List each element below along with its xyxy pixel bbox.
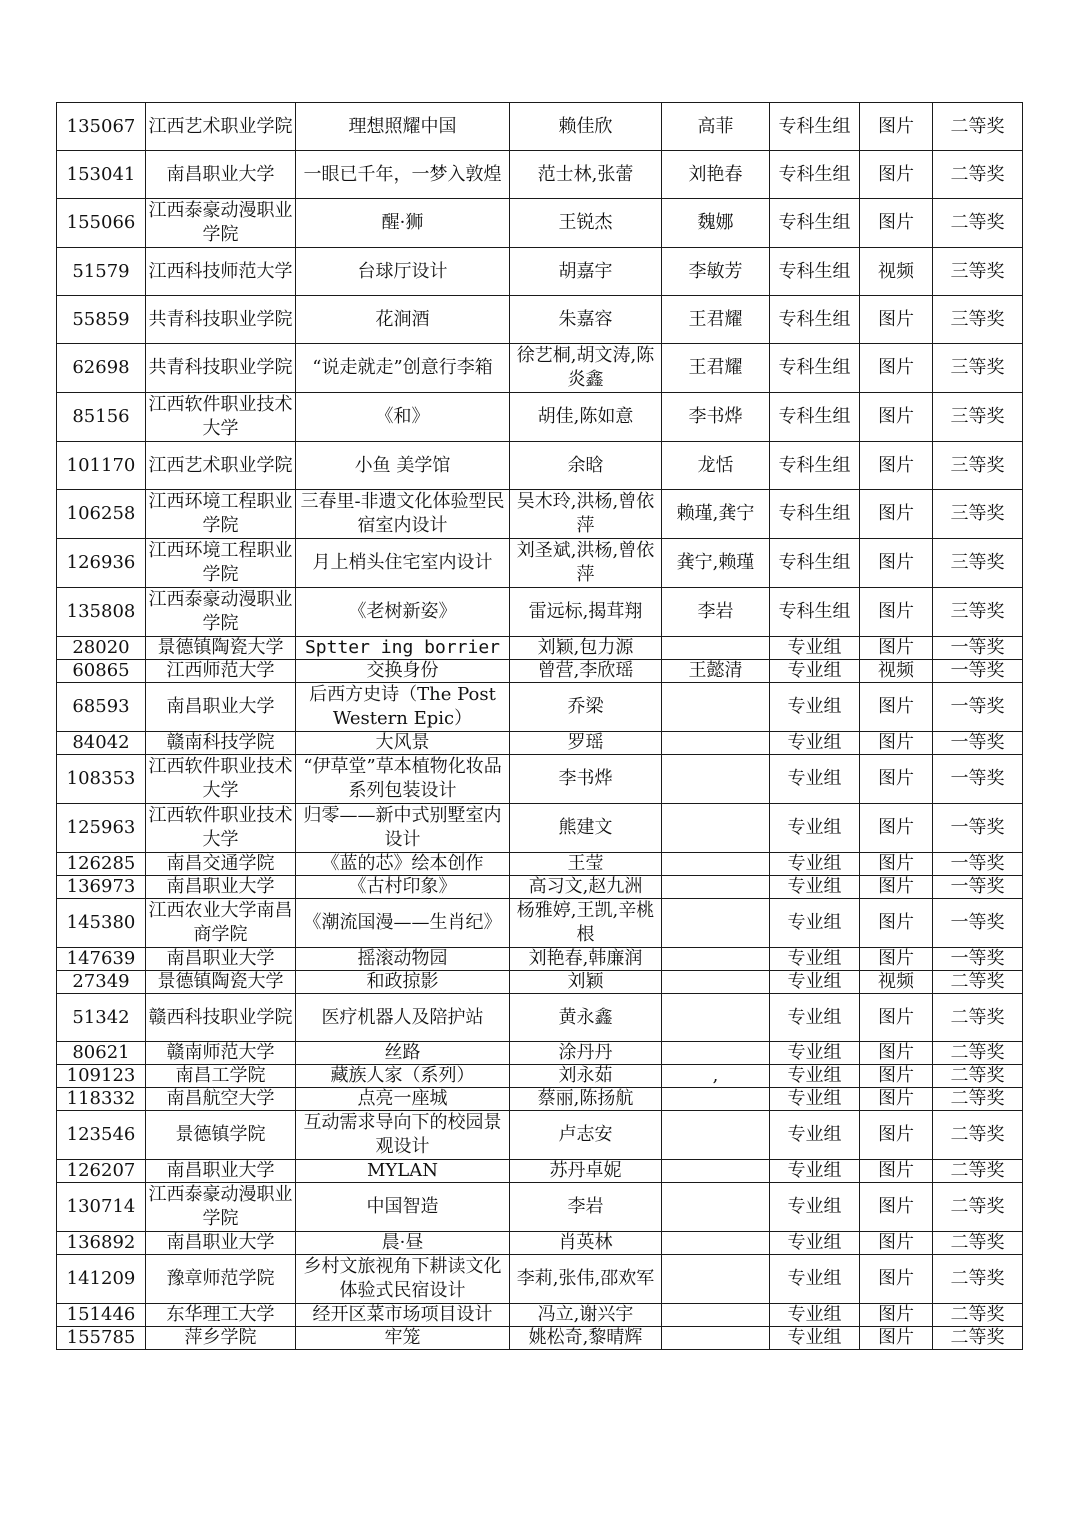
authors-cell: 姚松奇,黎晴辉 xyxy=(510,1327,662,1350)
table-row xyxy=(57,994,1023,1042)
advisor-cell xyxy=(662,971,770,994)
awards-table xyxy=(56,102,1023,1350)
work-type-cell: 图片 xyxy=(860,1160,933,1183)
advisor-cell xyxy=(662,948,770,971)
authors-cell: 乔梁 xyxy=(510,683,662,732)
entry-id-cell: 155066 xyxy=(57,199,146,248)
entry-id-cell: 130714 xyxy=(57,1183,146,1232)
entry-id-cell: 84042 xyxy=(57,732,146,755)
advisor-cell xyxy=(662,1088,770,1111)
entry-id-cell: 106258 xyxy=(57,490,146,539)
entry-id-cell: 151446 xyxy=(57,1304,146,1327)
authors-cell: 曾营,李欣瑶 xyxy=(510,660,662,683)
table-row xyxy=(57,853,1023,876)
work-title-cell: 归零——新中式别墅室内设计 xyxy=(296,804,510,853)
work-title-cell: “说走就走”创意行李箱 xyxy=(296,344,510,393)
authors-cell: 王莹 xyxy=(510,853,662,876)
table-row xyxy=(57,344,1023,393)
advisor-cell xyxy=(662,732,770,755)
school-cell: 江西科技师范大学 xyxy=(146,248,296,296)
school-cell: 景德镇陶瓷大学 xyxy=(146,637,296,660)
school-cell: 江西环境工程职业学院 xyxy=(146,490,296,539)
entry-id-cell: 126207 xyxy=(57,1160,146,1183)
work-title-cell: 藏族人家（系列） xyxy=(296,1065,510,1088)
work-title-cell: 中国智造 xyxy=(296,1183,510,1232)
work-type-cell: 图片 xyxy=(860,442,933,490)
school-cell: 南昌职业大学 xyxy=(146,1232,296,1255)
award-cell: 一等奖 xyxy=(933,732,1023,755)
school-cell: 赣南师范大学 xyxy=(146,1042,296,1065)
award-cell: 一等奖 xyxy=(933,660,1023,683)
work-type-cell: 图片 xyxy=(860,876,933,899)
award-cell: 三等奖 xyxy=(933,442,1023,490)
work-type-cell: 图片 xyxy=(860,899,933,948)
group-cell: 专业组 xyxy=(770,1304,860,1327)
work-type-cell: 图片 xyxy=(860,103,933,151)
work-type-cell: 图片 xyxy=(860,637,933,660)
award-cell: 二等奖 xyxy=(933,1183,1023,1232)
school-cell: 南昌职业大学 xyxy=(146,876,296,899)
work-title-cell: 《蓝的芯》绘本创作 xyxy=(296,853,510,876)
entry-id-cell: 155785 xyxy=(57,1327,146,1350)
table-row xyxy=(57,660,1023,683)
table-body xyxy=(57,103,1023,1350)
work-title-cell: 三春里-非遗文化体验型民宿室内设计 xyxy=(296,490,510,539)
table-row xyxy=(57,899,1023,948)
authors-cell: 杨雅婷,王凯,辛桃根 xyxy=(510,899,662,948)
advisor-cell xyxy=(662,876,770,899)
group-cell: 专业组 xyxy=(770,994,860,1042)
work-type-cell: 图片 xyxy=(860,1111,933,1160)
work-title-cell: 和政掠影 xyxy=(296,971,510,994)
authors-cell: 李岩 xyxy=(510,1183,662,1232)
table-row xyxy=(57,876,1023,899)
entry-id-cell: 28020 xyxy=(57,637,146,660)
award-cell: 二等奖 xyxy=(933,1255,1023,1304)
table-row xyxy=(57,490,1023,539)
group-cell: 专业组 xyxy=(770,732,860,755)
group-cell: 专科生组 xyxy=(770,103,860,151)
table-row xyxy=(57,1255,1023,1304)
group-cell: 专业组 xyxy=(770,1327,860,1350)
work-type-cell: 图片 xyxy=(860,1183,933,1232)
authors-cell: 蔡丽,陈扬航 xyxy=(510,1088,662,1111)
school-cell: 共青科技职业学院 xyxy=(146,344,296,393)
work-title-cell: “伊草堂”草本植物化妆品系列包装设计 xyxy=(296,755,510,804)
advisor-cell: 王懿清 xyxy=(662,660,770,683)
school-cell: 南昌职业大学 xyxy=(146,948,296,971)
advisor-cell xyxy=(662,899,770,948)
advisor-cell xyxy=(662,637,770,660)
advisor-cell xyxy=(662,755,770,804)
entry-id-cell: 126936 xyxy=(57,539,146,588)
group-cell: 专业组 xyxy=(770,1183,860,1232)
group-cell: 专业组 xyxy=(770,853,860,876)
table-row xyxy=(57,1160,1023,1183)
school-cell: 江西艺术职业学院 xyxy=(146,103,296,151)
work-type-cell: 图片 xyxy=(860,994,933,1042)
table-row xyxy=(57,1088,1023,1111)
award-cell: 一等奖 xyxy=(933,899,1023,948)
work-type-cell: 图片 xyxy=(860,151,933,199)
work-type-cell: 图片 xyxy=(860,1255,933,1304)
work-type-cell: 图片 xyxy=(860,344,933,393)
authors-cell: 黄永鑫 xyxy=(510,994,662,1042)
work-title-cell: 摇滚动物园 xyxy=(296,948,510,971)
advisor-cell: 李岩 xyxy=(662,588,770,637)
work-type-cell: 视频 xyxy=(860,660,933,683)
school-cell: 东华理工大学 xyxy=(146,1304,296,1327)
authors-cell: 吴木玲,洪杨,曾依萍 xyxy=(510,490,662,539)
group-cell: 专业组 xyxy=(770,1042,860,1065)
entry-id-cell: 153041 xyxy=(57,151,146,199)
work-title-cell: 点亮一座城 xyxy=(296,1088,510,1111)
award-cell: 三等奖 xyxy=(933,490,1023,539)
entry-id-cell: 135067 xyxy=(57,103,146,151)
school-cell: 豫章师范学院 xyxy=(146,1255,296,1304)
table-row xyxy=(57,971,1023,994)
school-cell: 南昌职业大学 xyxy=(146,683,296,732)
entry-id-cell: 80621 xyxy=(57,1042,146,1065)
award-cell: 二等奖 xyxy=(933,1232,1023,1255)
entry-id-cell: 108353 xyxy=(57,755,146,804)
table-row xyxy=(57,732,1023,755)
school-cell: 南昌职业大学 xyxy=(146,1160,296,1183)
entry-id-cell: 136892 xyxy=(57,1232,146,1255)
work-title-cell: Sptter ing borrier xyxy=(296,637,510,660)
award-cell: 二等奖 xyxy=(933,1160,1023,1183)
award-cell: 二等奖 xyxy=(933,1304,1023,1327)
award-cell: 二等奖 xyxy=(933,199,1023,248)
entry-id-cell: 68593 xyxy=(57,683,146,732)
entry-id-cell: 85156 xyxy=(57,393,146,442)
group-cell: 专业组 xyxy=(770,899,860,948)
work-type-cell: 图片 xyxy=(860,1304,933,1327)
entry-id-cell: 136973 xyxy=(57,876,146,899)
table-row xyxy=(57,199,1023,248)
work-title-cell: 互动需求导向下的校园景观设计 xyxy=(296,1111,510,1160)
table-row xyxy=(57,442,1023,490)
work-type-cell: 图片 xyxy=(860,804,933,853)
advisor-cell: 高菲 xyxy=(662,103,770,151)
group-cell: 专业组 xyxy=(770,876,860,899)
entry-id-cell: 60865 xyxy=(57,660,146,683)
school-cell: 江西软件职业技术大学 xyxy=(146,804,296,853)
group-cell: 专业组 xyxy=(770,1255,860,1304)
group-cell: 专业组 xyxy=(770,948,860,971)
award-cell: 二等奖 xyxy=(933,1327,1023,1350)
entry-id-cell: 62698 xyxy=(57,344,146,393)
entry-id-cell: 55859 xyxy=(57,296,146,344)
advisor-cell xyxy=(662,804,770,853)
table-row xyxy=(57,248,1023,296)
authors-cell: 余晗 xyxy=(510,442,662,490)
work-title-cell: 交换身份 xyxy=(296,660,510,683)
authors-cell: 朱嘉容 xyxy=(510,296,662,344)
work-type-cell: 图片 xyxy=(860,588,933,637)
group-cell: 专科生组 xyxy=(770,344,860,393)
school-cell: 江西师范大学 xyxy=(146,660,296,683)
table-row xyxy=(57,948,1023,971)
school-cell: 江西软件职业技术大学 xyxy=(146,755,296,804)
table-row xyxy=(57,539,1023,588)
group-cell: 专科生组 xyxy=(770,151,860,199)
school-cell: 共青科技职业学院 xyxy=(146,296,296,344)
entry-id-cell: 51342 xyxy=(57,994,146,1042)
work-title-cell: 《和》 xyxy=(296,393,510,442)
entry-id-cell: 109123 xyxy=(57,1065,146,1088)
school-cell: 江西艺术职业学院 xyxy=(146,442,296,490)
advisor-cell: , xyxy=(662,1065,770,1088)
work-type-cell: 图片 xyxy=(860,755,933,804)
group-cell: 专业组 xyxy=(770,1160,860,1183)
table-row xyxy=(57,683,1023,732)
group-cell: 专业组 xyxy=(770,660,860,683)
work-type-cell: 图片 xyxy=(860,1232,933,1255)
authors-cell: 罗瑶 xyxy=(510,732,662,755)
award-cell: 一等奖 xyxy=(933,948,1023,971)
work-type-cell: 图片 xyxy=(860,296,933,344)
group-cell: 专业组 xyxy=(770,683,860,732)
entry-id-cell: 147639 xyxy=(57,948,146,971)
entry-id-cell: 145380 xyxy=(57,899,146,948)
entry-id-cell: 126285 xyxy=(57,853,146,876)
authors-cell: 苏丹卓妮 xyxy=(510,1160,662,1183)
award-cell: 一等奖 xyxy=(933,755,1023,804)
award-cell: 三等奖 xyxy=(933,539,1023,588)
work-title-cell: 牢笼 xyxy=(296,1327,510,1350)
group-cell: 专科生组 xyxy=(770,393,860,442)
authors-cell: 刘永茹 xyxy=(510,1065,662,1088)
work-type-cell: 视频 xyxy=(860,971,933,994)
award-cell: 二等奖 xyxy=(933,1042,1023,1065)
advisor-cell xyxy=(662,1327,770,1350)
school-cell: 江西泰豪动漫职业学院 xyxy=(146,1183,296,1232)
school-cell: 景德镇学院 xyxy=(146,1111,296,1160)
award-cell: 一等奖 xyxy=(933,804,1023,853)
work-title-cell: 小鱼 美学馆 xyxy=(296,442,510,490)
school-cell: 南昌职业大学 xyxy=(146,151,296,199)
school-cell: 江西泰豪动漫职业学院 xyxy=(146,199,296,248)
entry-id-cell: 135808 xyxy=(57,588,146,637)
authors-cell: 胡佳,陈如意 xyxy=(510,393,662,442)
authors-cell: 涂丹丹 xyxy=(510,1042,662,1065)
work-title-cell: 《潮流国漫——生肖纪》 xyxy=(296,899,510,948)
table-row xyxy=(57,1111,1023,1160)
award-cell: 二等奖 xyxy=(933,103,1023,151)
authors-cell: 熊建文 xyxy=(510,804,662,853)
work-title-cell: 大风景 xyxy=(296,732,510,755)
school-cell: 萍乡学院 xyxy=(146,1327,296,1350)
award-cell: 二等奖 xyxy=(933,1065,1023,1088)
authors-cell: 刘颖 xyxy=(510,971,662,994)
authors-cell: 卢志安 xyxy=(510,1111,662,1160)
table-row xyxy=(57,296,1023,344)
table-row xyxy=(57,1232,1023,1255)
work-type-cell: 图片 xyxy=(860,1088,933,1111)
school-cell: 江西泰豪动漫职业学院 xyxy=(146,588,296,637)
award-cell: 二等奖 xyxy=(933,1111,1023,1160)
group-cell: 专业组 xyxy=(770,804,860,853)
advisor-cell xyxy=(662,1042,770,1065)
authors-cell: 肖英林 xyxy=(510,1232,662,1255)
work-type-cell: 图片 xyxy=(860,1042,933,1065)
table-row xyxy=(57,1327,1023,1350)
advisor-cell: 王君耀 xyxy=(662,344,770,393)
group-cell: 专业组 xyxy=(770,1111,860,1160)
award-cell: 一等奖 xyxy=(933,683,1023,732)
advisor-cell xyxy=(662,1232,770,1255)
table-row xyxy=(57,755,1023,804)
advisor-cell: 王君耀 xyxy=(662,296,770,344)
authors-cell: 刘颖,包力源 xyxy=(510,637,662,660)
award-cell: 二等奖 xyxy=(933,994,1023,1042)
work-title-cell: 《老树新姿》 xyxy=(296,588,510,637)
entry-id-cell: 118332 xyxy=(57,1088,146,1111)
advisor-cell xyxy=(662,683,770,732)
work-type-cell: 图片 xyxy=(860,1065,933,1088)
school-cell: 赣西科技职业学院 xyxy=(146,994,296,1042)
award-cell: 三等奖 xyxy=(933,344,1023,393)
work-title-cell: MYLAN xyxy=(296,1160,510,1183)
group-cell: 专业组 xyxy=(770,1088,860,1111)
authors-cell: 冯立,谢兴宇 xyxy=(510,1304,662,1327)
work-type-cell: 图片 xyxy=(860,199,933,248)
award-cell: 一等奖 xyxy=(933,853,1023,876)
school-cell: 南昌航空大学 xyxy=(146,1088,296,1111)
advisor-cell xyxy=(662,853,770,876)
advisor-cell xyxy=(662,1183,770,1232)
work-type-cell: 图片 xyxy=(860,1327,933,1350)
authors-cell: 刘艳春,韩廉润 xyxy=(510,948,662,971)
entry-id-cell: 101170 xyxy=(57,442,146,490)
award-cell: 一等奖 xyxy=(933,637,1023,660)
advisor-cell: 龙恬 xyxy=(662,442,770,490)
school-cell: 江西环境工程职业学院 xyxy=(146,539,296,588)
authors-cell: 雷远标,揭茸翔 xyxy=(510,588,662,637)
award-cell: 三等奖 xyxy=(933,248,1023,296)
group-cell: 专科生组 xyxy=(770,490,860,539)
work-title-cell: 丝路 xyxy=(296,1042,510,1065)
award-cell: 二等奖 xyxy=(933,971,1023,994)
school-cell: 南昌工学院 xyxy=(146,1065,296,1088)
table-row xyxy=(57,1065,1023,1088)
entry-id-cell: 125963 xyxy=(57,804,146,853)
work-title-cell: 《古村印象》 xyxy=(296,876,510,899)
authors-cell: 王锐杰 xyxy=(510,199,662,248)
advisor-cell xyxy=(662,994,770,1042)
work-type-cell: 图片 xyxy=(860,948,933,971)
work-title-cell: 后西方史诗（The Post Western Epic） xyxy=(296,683,510,732)
authors-cell: 刘圣斌,洪杨,曾依萍 xyxy=(510,539,662,588)
work-title-cell: 月上梢头住宅室内设计 xyxy=(296,539,510,588)
work-title-cell: 花涧酒 xyxy=(296,296,510,344)
group-cell: 专科生组 xyxy=(770,248,860,296)
work-type-cell: 图片 xyxy=(860,393,933,442)
work-type-cell: 图片 xyxy=(860,683,933,732)
authors-cell: 高习文,赵九洲 xyxy=(510,876,662,899)
work-title-cell: 乡村文旅视角下耕读文化体验式民宿设计 xyxy=(296,1255,510,1304)
entry-id-cell: 141209 xyxy=(57,1255,146,1304)
group-cell: 专科生组 xyxy=(770,539,860,588)
entry-id-cell: 123546 xyxy=(57,1111,146,1160)
table-row xyxy=(57,588,1023,637)
advisor-cell xyxy=(662,1160,770,1183)
table-row xyxy=(57,1183,1023,1232)
table-row xyxy=(57,1304,1023,1327)
authors-cell: 范士林,张蕾 xyxy=(510,151,662,199)
work-title-cell: 医疗机器人及陪护站 xyxy=(296,994,510,1042)
table-row xyxy=(57,393,1023,442)
school-cell: 江西农业大学南昌商学院 xyxy=(146,899,296,948)
school-cell: 江西软件职业技术大学 xyxy=(146,393,296,442)
advisor-cell xyxy=(662,1111,770,1160)
work-title-cell: 台球厅设计 xyxy=(296,248,510,296)
advisor-cell: 李书烨 xyxy=(662,393,770,442)
award-cell: 一等奖 xyxy=(933,876,1023,899)
group-cell: 专科生组 xyxy=(770,588,860,637)
work-title-cell: 晨·昼 xyxy=(296,1232,510,1255)
award-cell: 三等奖 xyxy=(933,393,1023,442)
advisor-cell xyxy=(662,1255,770,1304)
work-type-cell: 图片 xyxy=(860,732,933,755)
group-cell: 专科生组 xyxy=(770,296,860,344)
work-type-cell: 图片 xyxy=(860,539,933,588)
advisor-cell xyxy=(662,1304,770,1327)
advisor-cell: 李敏芳 xyxy=(662,248,770,296)
group-cell: 专业组 xyxy=(770,971,860,994)
award-cell: 二等奖 xyxy=(933,1088,1023,1111)
advisor-cell: 刘艳春 xyxy=(662,151,770,199)
authors-cell: 李莉,张伟,邵欢军 xyxy=(510,1255,662,1304)
school-cell: 景德镇陶瓷大学 xyxy=(146,971,296,994)
advisor-cell: 龚宁,赖瑾 xyxy=(662,539,770,588)
award-cell: 三等奖 xyxy=(933,296,1023,344)
group-cell: 专科生组 xyxy=(770,442,860,490)
work-type-cell: 图片 xyxy=(860,490,933,539)
award-cell: 三等奖 xyxy=(933,588,1023,637)
work-title-cell: 一眼已千年，一梦入敦煌 xyxy=(296,151,510,199)
table-row xyxy=(57,637,1023,660)
work-type-cell: 视频 xyxy=(860,248,933,296)
award-cell: 二等奖 xyxy=(933,151,1023,199)
group-cell: 专科生组 xyxy=(770,199,860,248)
school-cell: 南昌交通学院 xyxy=(146,853,296,876)
authors-cell: 李书烨 xyxy=(510,755,662,804)
authors-cell: 徐艺桐,胡文涛,陈炎鑫 xyxy=(510,344,662,393)
table-row xyxy=(57,804,1023,853)
advisor-cell: 赖瑾,龚宁 xyxy=(662,490,770,539)
entry-id-cell: 27349 xyxy=(57,971,146,994)
authors-cell: 赖佳欣 xyxy=(510,103,662,151)
table-row xyxy=(57,1042,1023,1065)
group-cell: 专业组 xyxy=(770,1065,860,1088)
work-title-cell: 经开区菜市场项目设计 xyxy=(296,1304,510,1327)
advisor-cell: 魏娜 xyxy=(662,199,770,248)
entry-id-cell: 51579 xyxy=(57,248,146,296)
table-row xyxy=(57,151,1023,199)
work-title-cell: 醒·狮 xyxy=(296,199,510,248)
group-cell: 专业组 xyxy=(770,637,860,660)
authors-cell: 胡嘉宇 xyxy=(510,248,662,296)
school-cell: 赣南科技学院 xyxy=(146,732,296,755)
work-title-cell: 理想照耀中国 xyxy=(296,103,510,151)
group-cell: 专业组 xyxy=(770,755,860,804)
work-type-cell: 图片 xyxy=(860,853,933,876)
group-cell: 专业组 xyxy=(770,1232,860,1255)
table-row xyxy=(57,103,1023,151)
